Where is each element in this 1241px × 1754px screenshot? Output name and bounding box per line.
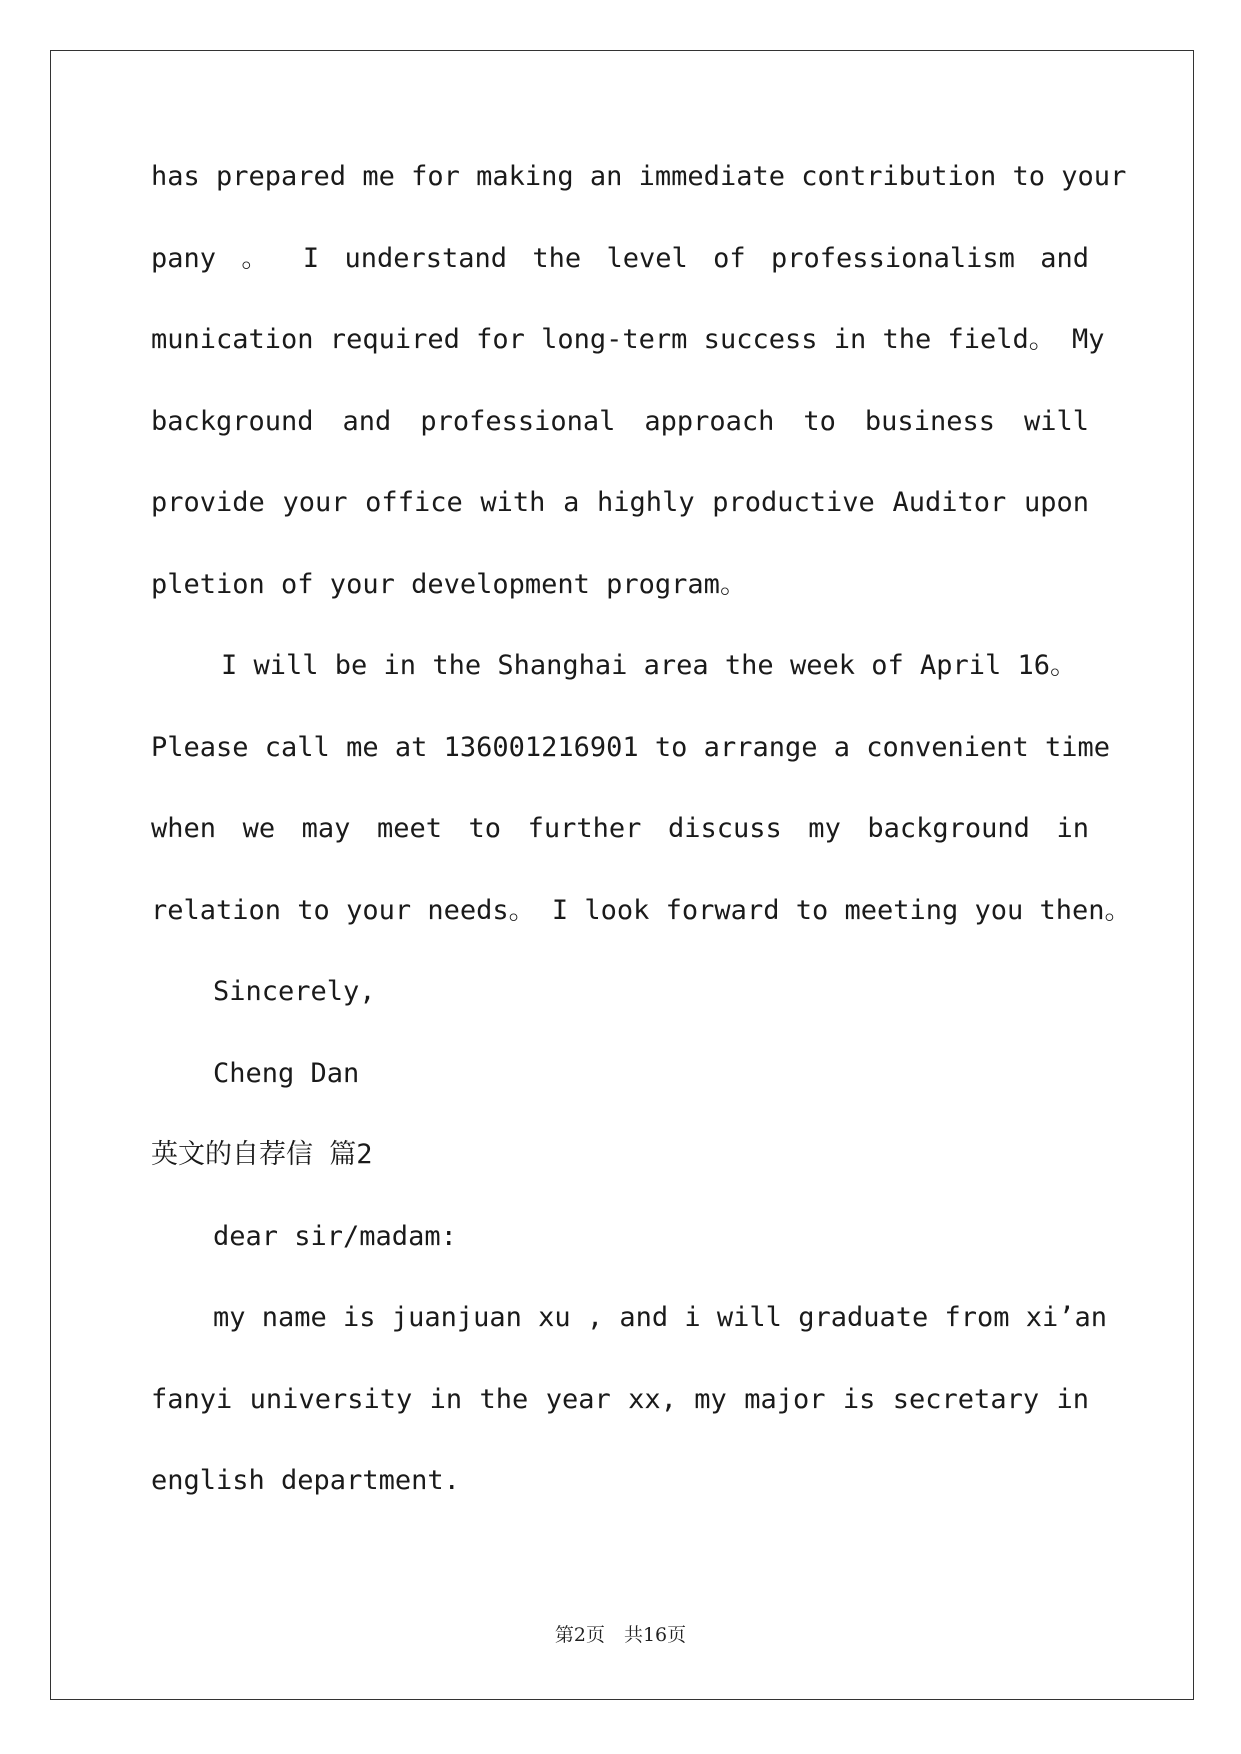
text-line: background and professional approach to business will	[151, 405, 1089, 437]
text-line: has prepared me for making an immediate contribution to your	[151, 161, 1127, 192]
text-line: my name is juanjuan xu , and i will graduate from xi’an	[213, 1302, 1108, 1333]
text-line: fanyi university in the year xx, my major is secretary in	[151, 1383, 1089, 1415]
greeting: dear sir/madam:	[213, 1220, 457, 1252]
text-line: Please call me at 136001216901 to arrange a convenient time	[151, 731, 1111, 763]
text-line: provide your office with a highly productive Auditor upon	[151, 487, 1089, 518]
text-line: when we may meet to further discuss my background in	[151, 813, 1089, 844]
text-line: I will be in the Shanghai area the week of April 16。	[221, 650, 1078, 681]
text-line: munication required for long-term success in the field。 My	[151, 324, 1105, 355]
text-line: relation to your needs。 I look forward to meeting you then。	[151, 894, 1132, 926]
closing-salutation: Sincerely,	[213, 976, 376, 1007]
text-line: pany 。 I understand the level of professionalism and	[151, 242, 1089, 274]
document-body	[151, 160, 1132, 1546]
text-line: english department.	[151, 1465, 460, 1496]
text-line: pletion of your development program。	[151, 568, 747, 600]
section-heading: 英文的自荐信 篇2	[151, 1139, 373, 1170]
page-number: 第2页 共16页	[554, 1624, 687, 1646]
signature-name: Cheng Dan	[213, 1057, 360, 1089]
